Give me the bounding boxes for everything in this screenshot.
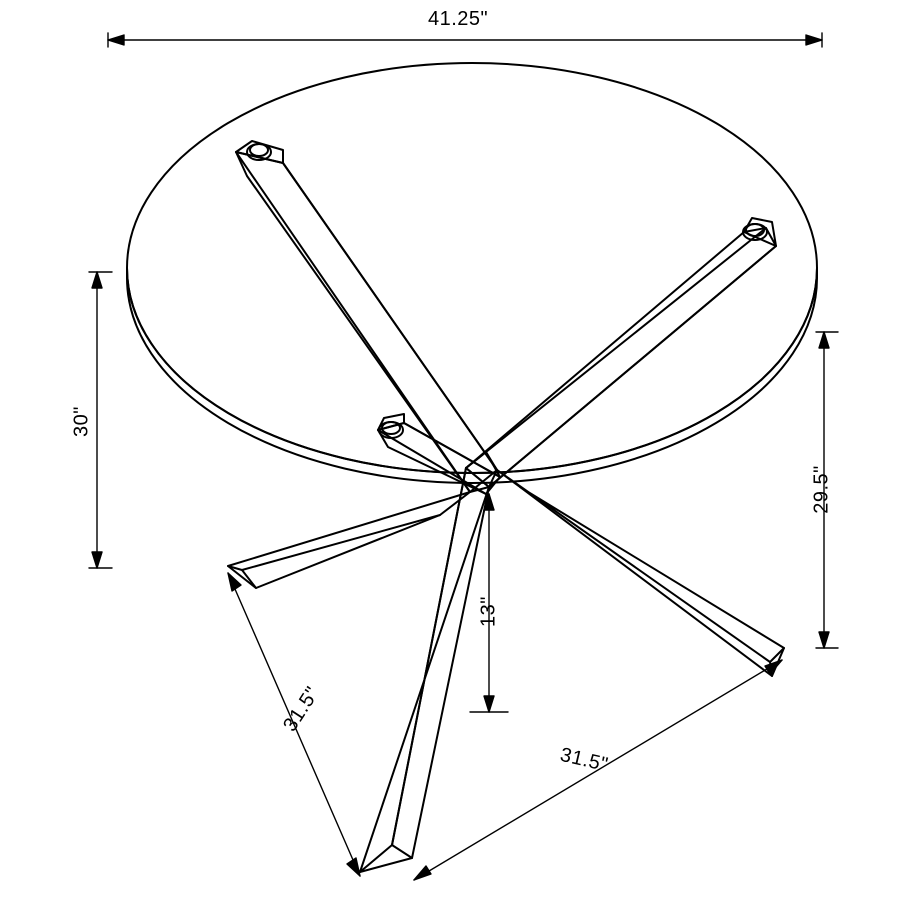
- dimension-top-width: [108, 33, 822, 47]
- glass-top-outline: [127, 63, 817, 483]
- table-base-legs: [228, 141, 784, 872]
- dimension-label-top-width: 41.25": [428, 8, 489, 30]
- dimension-label-base-height: 13": [477, 596, 500, 627]
- dimension-label-base-span-left: 31.5": [279, 682, 325, 736]
- dimension-label-base-span-right: 31.5": [557, 743, 611, 777]
- dimension-label-overall-height: 30": [70, 406, 93, 437]
- dimension-label-height-right: 29.5": [810, 465, 833, 514]
